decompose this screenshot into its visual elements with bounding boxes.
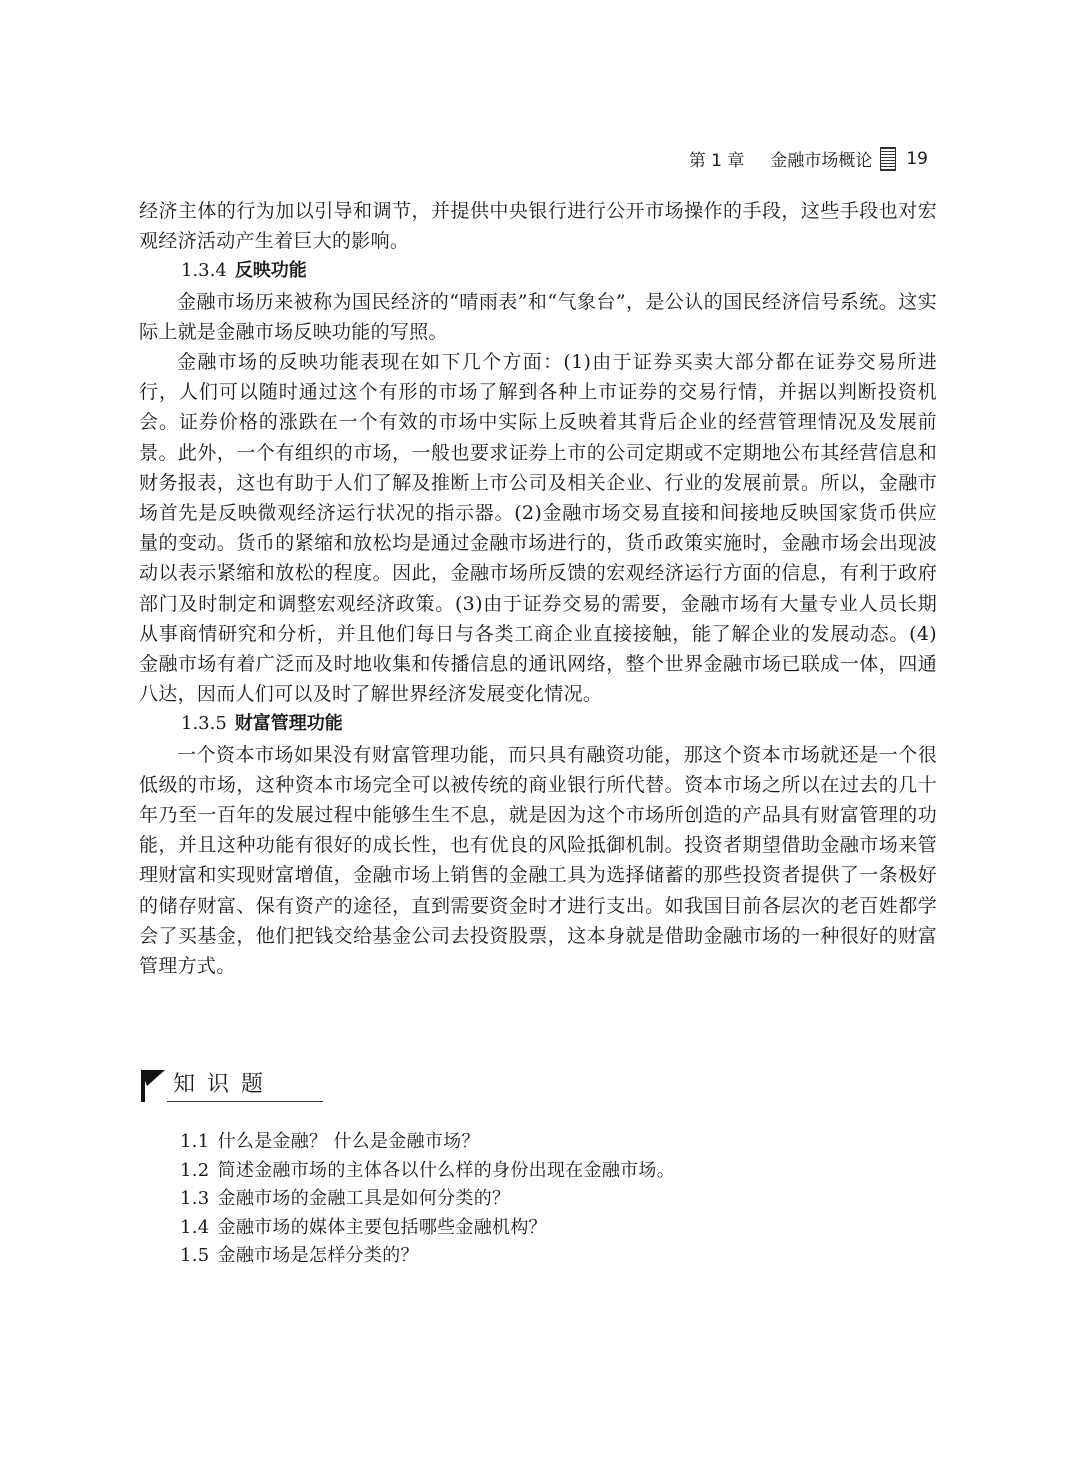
question-item: [180, 1214, 675, 1243]
questions-title: 知识题: [167, 1071, 323, 1102]
paragraph: 一个资本市场如果没有财富管理功能，而只具有融资功能，那这个资本市场就还是一个很低级的市场，这种资本市场完全可以被传统的商业银行所代替。资本市场之所以在过去的几十年乃至一百年的发展过程中能够生生不息，就是因为这个市场所创造的产品具有财富管理的功能，并且这种功能有很好的成长性，也有优良的风险抵御机制。投资者期望借助金融市场来管理财富和实现财富增值，金融市场上销售的金融工具为选择储蓄的那些投资者提供了一条极好的储存财富、保有资产的途径，直到需要资金时才进行支出。如我国目前各层次的老百姓都学会了买基金，他们把钱交给基金公司去投资股票，这本身就是借助金融市场的一种很好的财富管理方式。: [139, 743, 937, 978]
question-number: 1.5: [180, 1245, 210, 1267]
question-text: 金融市场是怎样分类的？: [217, 1245, 419, 1267]
paragraph-continued: 经济主体的行为加以引导和调节，并提供中央银行进行公开市场操作的手段，这些手段也对宏观经济活动产生着巨大的影响。: [139, 200, 937, 253]
question-text: 金融市场的媒体主要包括哪些金融机构？: [217, 1216, 547, 1238]
question-number: 1.2: [180, 1159, 210, 1181]
question-number: 1.4: [180, 1216, 210, 1238]
body-text: [139, 196, 937, 981]
flag-icon: [139, 1068, 167, 1102]
paragraph: 金融市场历来被称为国民经济的“晴雨表”和“气象台”，是公认的国民经济信号系统。这实际上就是金融市场反映功能的写照。: [139, 290, 937, 343]
question-number: 1.1: [180, 1131, 210, 1152]
chapter-label: 第 1 章: [688, 151, 745, 171]
question-item: [180, 1242, 675, 1271]
question-item: [180, 1128, 675, 1157]
questions-heading: [139, 1068, 323, 1102]
chapter-title: 金融市场概论: [770, 151, 873, 171]
header-bar-icon: [880, 147, 896, 171]
question-number: 1.3: [180, 1188, 210, 1210]
question-item: [180, 1157, 675, 1186]
paragraph: 金融市场的反映功能表现在如下几个方面：(1)由于证券买卖大部分都在证券交易所进行，人们可以随时通过这个有形的市场了解到各种上市证券的交易行情，并据以判断投资机会。证券价格的涨跌在一个有效的市场中实际上反映着其背后企业的经营管理情况及发展前景。此外，一个有组织的市场，一般也要求证券上市的公司定期或不定期地公布其经营信息和财务报表，这也有助于人们了解及推断上市公司及相关企业、行业的发展前景。所以，金融市场首先是反映微观经济运行状况的指示器。(2)金融市场交易直接和间接地反映国家货币供应量的变动。货币的紧缩和放松均是通过金融市场进行的，货币政策实施时，金融市场会出现波动以表示紧缩和放松的程度。因此，金融市场所反馈的宏观经济运行方面的信息，有利于政府部门及时制定和调整宏观经济政策。(3)由于证券交易的需要，金融市场有大量专业人员长期从事商情研究和分析，并且他们每日与各类工商企业直接接触，能了解企业的发展动态。(4)金融市场有着广泛而及时地收集和传播信息的通讯网络，整个世界金融市场已联成一体，四通八达，因而人们可以及时了解世界经济发展变化情况。: [139, 351, 937, 706]
questions-list: [180, 1128, 675, 1271]
section-number: 1.3.4: [181, 260, 227, 282]
section-heading-1-3-5: [139, 709, 937, 739]
question-item: [180, 1185, 675, 1214]
question-text: 金融市场的金融工具是如何分类的？: [217, 1188, 511, 1210]
running-header: [689, 146, 928, 171]
section-title: 财富管理功能: [234, 713, 343, 735]
section-heading-1-3-4: [139, 256, 937, 286]
section-title: 反映功能: [234, 260, 307, 282]
section-number: 1.3.5: [181, 713, 227, 735]
question-text: 简述金融市场的主体各以什么样的身份出现在金融市场。: [217, 1159, 676, 1181]
page-number: 19: [906, 148, 928, 169]
question-text: 什么是金融？ 什么是金融市场？: [217, 1131, 480, 1152]
